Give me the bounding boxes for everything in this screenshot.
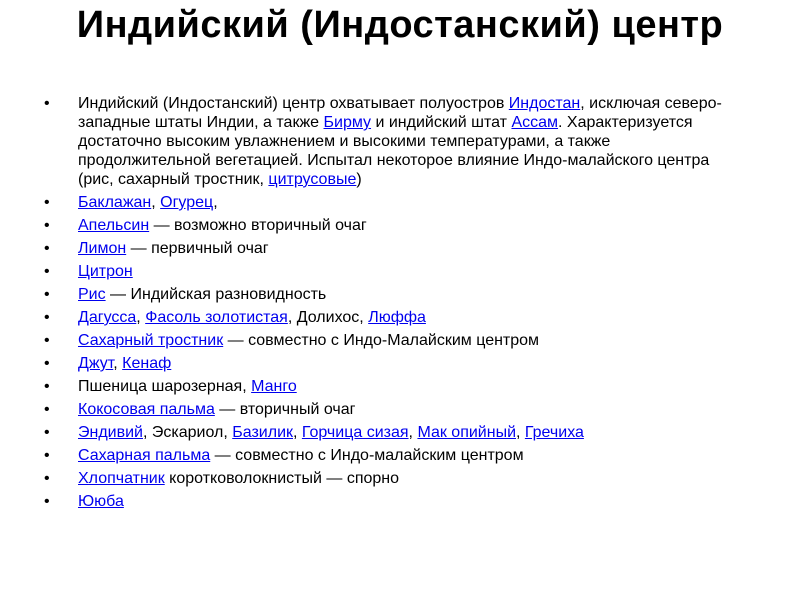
term-link[interactable]: Горчица сизая	[301, 424, 409, 441]
list-item	[44, 469, 734, 488]
item-text: — вторичный очаг	[214, 401, 356, 418]
item-text: ,	[408, 424, 418, 441]
bullet-icon: •	[44, 194, 50, 211]
item-text: — первичный очаг	[126, 240, 269, 257]
slide-title: Индийский (Индостанский) центр	[76, 4, 724, 46]
bullet-icon: •	[44, 332, 50, 349]
term-link[interactable]: Кокосовая пальма	[78, 401, 215, 418]
term-link[interactable]: Баклажан	[78, 194, 152, 211]
term-link[interactable]: Гречиха	[524, 424, 584, 441]
list-item	[44, 239, 734, 258]
term-link[interactable]: Манго	[251, 378, 297, 395]
term-link[interactable]: Ассам	[511, 114, 559, 131]
term-link[interactable]: Джут	[78, 355, 114, 372]
list-item	[44, 492, 734, 511]
term-link[interactable]: Фасоль золотистая	[145, 309, 288, 326]
term-link[interactable]: Кенаф	[122, 355, 172, 372]
list-item	[44, 308, 734, 327]
bullet-icon: •	[44, 217, 50, 234]
bullet-icon: •	[44, 240, 50, 257]
term-link[interactable]: Мак опийный	[417, 424, 516, 441]
item-text: Индийский (Индостанский) центр охватывает полуостров	[78, 95, 509, 112]
bullet-icon: •	[44, 95, 50, 112]
term-link[interactable]: Бирму	[323, 114, 372, 131]
term-link[interactable]: Лимон	[78, 240, 127, 257]
item-text: — совместно с Индо-Малайским центром	[223, 332, 540, 349]
bullet-icon: •	[44, 447, 50, 464]
item-text: )	[356, 171, 362, 188]
item-text: ,	[516, 424, 525, 441]
item-text: коротковолокнистый — спорно	[164, 470, 400, 487]
list-item	[44, 331, 734, 350]
term-link[interactable]: Цитрон	[78, 263, 133, 280]
bullet-icon: •	[44, 286, 50, 303]
term-link[interactable]: Апельсин	[78, 217, 150, 234]
item-text: ,	[113, 355, 123, 372]
term-link[interactable]: Огурец	[160, 194, 214, 211]
list-item	[44, 262, 734, 281]
bullet-icon: •	[44, 263, 50, 280]
item-text: , исключая северо-западные штаты Индии, а также	[78, 95, 722, 131]
item-text: — возможно вторичный очаг	[149, 217, 367, 234]
list-item	[44, 193, 734, 212]
item-text: Пшеница шарозерная,	[78, 378, 252, 395]
item-text: ,	[213, 194, 218, 211]
term-link[interactable]: Эндивий	[78, 424, 143, 441]
term-link[interactable]: Сахарная пальма	[78, 447, 211, 464]
item-text: — совместно с Индо-малайским центром	[210, 447, 524, 464]
item-text: , Эскариол,	[142, 424, 233, 441]
term-link[interactable]: Люффа	[368, 309, 426, 326]
term-link[interactable]: Дагусса	[78, 309, 137, 326]
list-item	[44, 285, 734, 304]
list-item	[44, 446, 734, 465]
term-link[interactable]: Рис	[78, 286, 106, 303]
bullet-icon: •	[44, 378, 50, 395]
item-text: — Индийская разновидность	[105, 286, 327, 303]
item-text: ,	[293, 424, 302, 441]
term-link[interactable]: Базилик	[232, 424, 293, 441]
list-item	[44, 216, 734, 235]
item-text: , Долихос,	[287, 309, 369, 326]
bullet-icon: •	[44, 493, 50, 510]
item-text: . Характеризуется достаточно высоким увлажнением и высокими температурами, а также продолжительной вегетацией. Испытал некоторое влияние Индо-малайского центра (рис, сахарный тростник,	[78, 114, 710, 188]
list-item	[44, 423, 734, 442]
bullet-list	[44, 94, 734, 515]
list-item	[44, 400, 734, 419]
bullet-icon: •	[44, 470, 50, 487]
bullet-icon: •	[44, 401, 50, 418]
list-item	[44, 94, 734, 189]
list-item	[44, 377, 734, 396]
item-text: ,	[136, 309, 146, 326]
term-link[interactable]: Хлопчатник	[78, 470, 165, 487]
term-link[interactable]: Ююба	[78, 493, 124, 510]
item-text: и индийский штат	[371, 114, 512, 131]
item-text: ,	[151, 194, 161, 211]
bullet-icon: •	[44, 355, 50, 372]
term-link[interactable]: Сахарный тростник	[78, 332, 224, 349]
term-link[interactable]: Индостан	[508, 95, 581, 112]
bullet-icon: •	[44, 309, 50, 326]
bullet-icon: •	[44, 424, 50, 441]
term-link[interactable]: цитрусовые	[268, 171, 357, 188]
list-item	[44, 354, 734, 373]
